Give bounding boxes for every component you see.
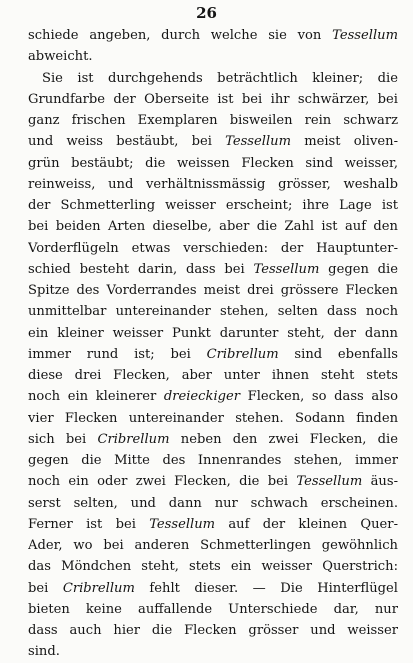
text-segment: reinweiss, und verhältnissmässig grösser, weshalb [28,176,398,192]
text-line [28,153,398,174]
text-segment: Ferner ist bei [28,516,150,532]
text-line [28,599,398,620]
text-segment: vier Flecken untereinander stehen. Sodann finden [28,410,398,426]
text-line [28,25,398,46]
text-segment: schiede angeben, durch welche sie von [28,28,333,43]
text-line [28,68,398,89]
text-segment: gegen die [319,261,398,277]
text-line [28,450,398,471]
text-line [28,301,398,322]
text-segment: sind ebenfalls [278,346,398,362]
text-line [28,471,398,492]
text-segment: bieten keine auffallende Unterschiede dar, nur [28,601,398,617]
text-line [28,641,398,662]
text-line [28,514,398,535]
text-line [28,174,398,195]
text-line [28,344,398,365]
text-segment: und weiss bestäubt, bei [28,134,226,150]
text-segment: auf der kleinen Quer- [215,516,398,532]
text-line [28,323,398,344]
text-segment: bei [28,580,63,596]
text-segment: serst selten, und dann nur schwach erscheinen. [28,495,398,511]
text-segment: diese drei Flecken, aber unter ihnen steht stets [28,368,398,383]
text-segment: fehlt dieser. — Die Hinterflügel [134,580,398,596]
italic-term: Cribrellum [206,346,279,362]
text-segment: schied besteht darin, dass bei [28,261,254,277]
italic-term: Tessellum [225,134,291,150]
text-segment: meist oliven- [291,134,398,150]
text-line [28,216,398,237]
text-line [28,259,398,280]
text-segment: Grundfarbe der Oberseite ist bei ihr schwärzer, bei [28,91,398,107]
text-segment: gegen die Mitte des Innenrandes stehen, immer [28,453,398,468]
text-segment: ganz frischen Exemplaren bisweilen rein schwarz [28,113,398,128]
text-line [28,89,398,110]
text-line [28,578,398,599]
text-line [28,535,398,556]
italic-term: Tessellum [253,261,320,277]
text-segment: noch ein oder zwei Flecken, die bei [28,474,297,490]
text-segment: unmittelbar untereinander stehen, selten dass noch [28,304,398,320]
text-segment: der Schmetterling weisser erscheint; ihre Lage ist [28,198,398,213]
text-segment: Vorderflügeln etwas verschieden: der Hauptunter- [28,240,398,256]
text-segment: dass auch hier die Flecken grösser und weisser [28,623,398,638]
text-segment: immer rund ist; bei [28,346,207,362]
italic-term: Tessellum [149,516,216,532]
text-segment: Flecken, so dass also [240,389,398,405]
text-line [28,386,398,407]
page-number: 26 [196,4,217,22]
text-segment: das Möndchen steht, stets ein weisser Querstrich: [28,559,398,575]
italic-term: Tessellum [296,474,363,490]
italic-term: Cribrellum [62,580,135,596]
italic-term: Cribrellum [97,431,170,447]
text-line [28,365,398,386]
text-line [28,280,398,301]
text-line [28,131,398,152]
text-line [28,556,398,577]
text-segment: noch ein kleinerer [28,389,164,405]
text-segment: abweicht. [28,49,93,65]
italic-term: Tessellum [332,28,398,43]
text-line [28,46,398,67]
text-line [28,429,398,450]
text-line [28,408,398,429]
text-segment: Sie ist durchgehends beträchtlich kleiner; die [42,70,398,86]
body-text [28,25,398,663]
text-line [28,110,398,131]
text-segment: sind. [28,644,60,660]
text-segment: sich bei [28,431,98,447]
text-segment: neben den zwei Flecken, die [169,431,398,447]
italic-term: dreieckiger [163,389,241,405]
text-segment: ein kleiner weisser Punkt darunter steht, der dann [28,325,398,341]
text-segment: grün bestäubt; die weissen Flecken sind weisser, [28,155,398,171]
text-line [28,238,398,259]
text-segment: bei beiden Arten dieselbe, aber die Zahl ist auf den [28,219,398,235]
text-segment: äus- [362,474,398,490]
text-segment: Ader, wo bei anderen Schmetterlingen gewöhnlich [28,538,398,553]
text-line [28,493,398,514]
text-segment: Spitze des Vorderrandes meist drei grössere Flecken [28,283,398,298]
text-line [28,620,398,641]
text-line [28,195,398,216]
